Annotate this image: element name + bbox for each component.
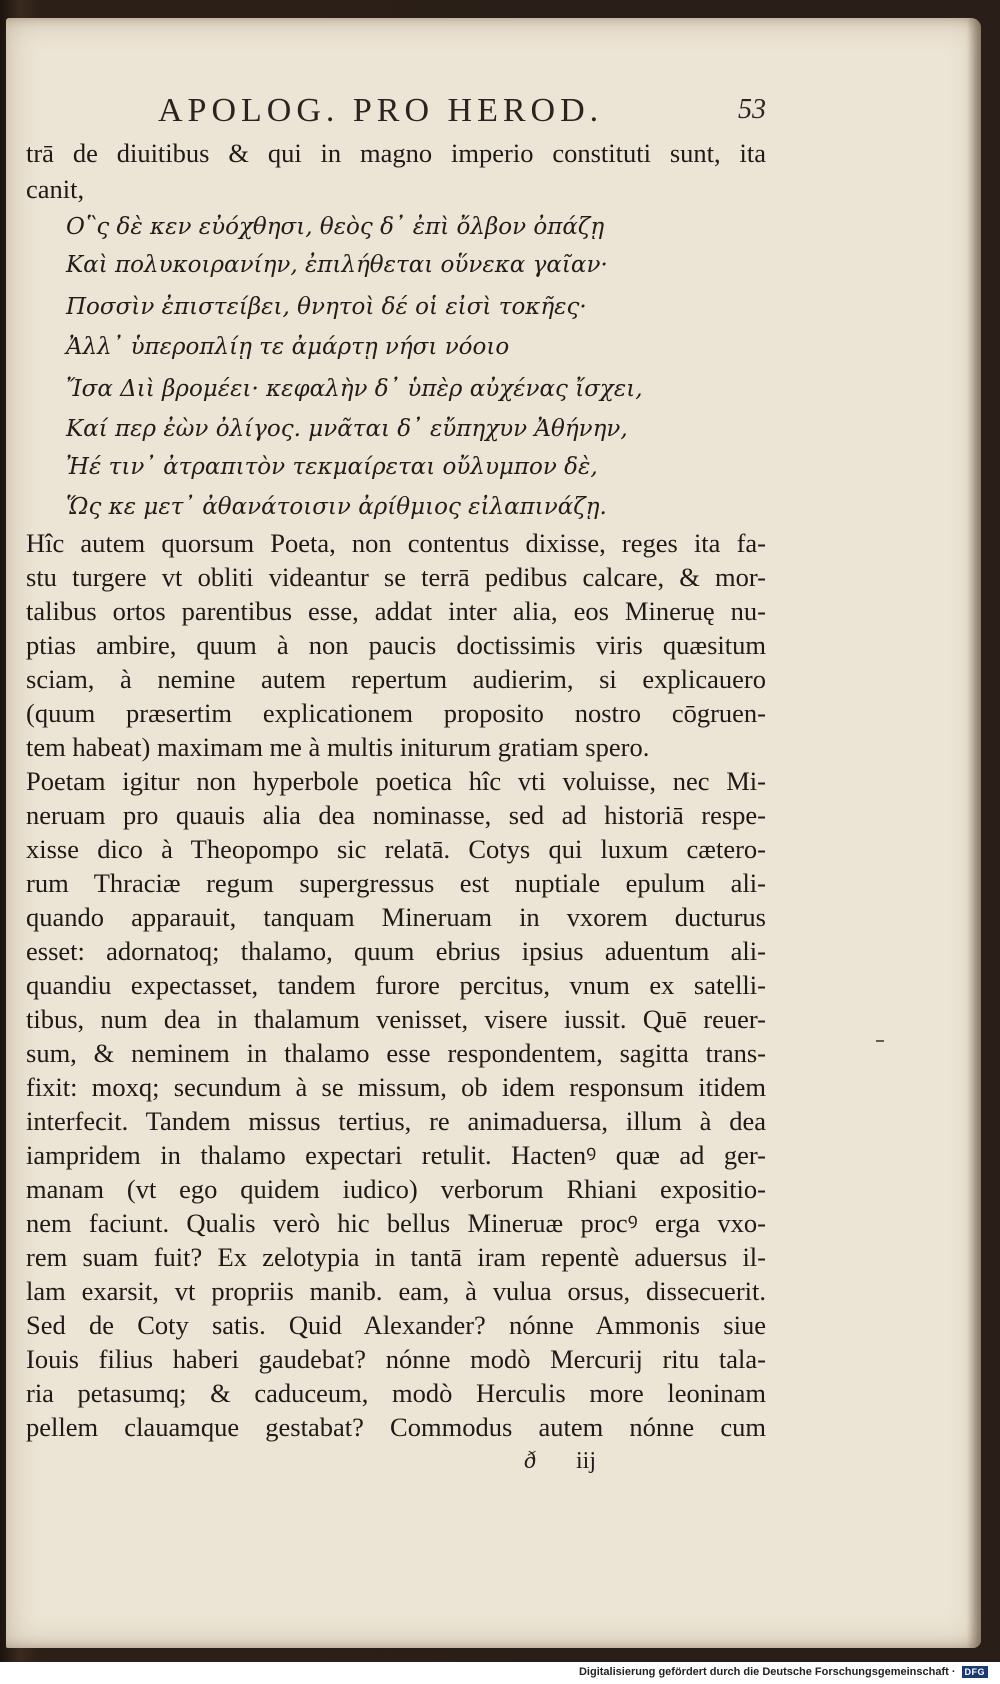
verse-line: Ἴσα Διὶ βρομέει· κεφαλὴν δ᾽ ὑπὲρ αὐχένας ἴσχει, <box>66 376 643 402</box>
text-line: ptias ambire, quum à non paucis doctissimis viris quæsitum <box>26 630 766 660</box>
text-line: lam exarsit, vt propriis manib. eam, à vulua orsus, dissecuerit. <box>26 1276 766 1306</box>
text-line: quando apparauit, tanquam Mineruam in vxorem ducturus <box>26 902 766 932</box>
text-line: Sed de Coty satis. Quid Alexander? nónne Ammonis siue <box>26 1310 766 1340</box>
text-line: sum, & neminem in thalamo esse respondentem, sagitta trans- <box>26 1038 766 1068</box>
text-line: xisse dico à Theopompo sic relatā. Cotys qui luxum cætero- <box>26 834 766 864</box>
verse-line: Ο῝ς δὲ κεν εὐόχθησι, θεὸς δ᾽ ἐπὶ ὄλβον ὀπάζῃ <box>66 214 605 240</box>
text-line: sciam, à nemine autem repertum audierim, si explicauero <box>26 664 766 694</box>
text-line: stu turgere vt obliti videantur se terrā pedibus calcare, & mor- <box>26 562 766 592</box>
signature-letter: ð <box>524 1448 536 1474</box>
verse-line: Καὶ πολυκοιρανίην, ἐπιλήθεται οὕνεκα γαῖαν· <box>66 252 608 278</box>
text-line: manam (vt ego quidem iudico) verborum Rhiani expositio- <box>26 1174 766 1204</box>
text-line: Hîc autem quorsum Poeta, non contentus dixisse, reges ita fa- <box>26 528 766 558</box>
text-line: (quum præsertim explicationem proposito nostro cōgruen- <box>26 698 766 728</box>
text-line: Iouis filius haberi gaudebat? nónne modò Mercurij ritu tala- <box>26 1344 766 1374</box>
folio-number: 53 <box>738 94 766 125</box>
credit-text: Digitalisierung gefördert durch die Deutsche Forschungsgemeinschaft · <box>578 1666 956 1678</box>
verse-line: Ἀλλ᾽ ὑπεροπλίῃ τε ἀμάρτῃ νήσι νόοιο <box>66 334 510 360</box>
verse-line: Ὥς κε μετ᾽ ἀθανάτοισιν ἀρίθμιος εἰλαπινάζῃ. <box>66 494 607 520</box>
verse-line: Καί περ ἐὼν ὀλίγος. μνᾶται δ᾽ εὔπηχυν Ἀθήνην, <box>66 416 628 442</box>
dfg-logo: DFG <box>962 1666 989 1678</box>
text-line: neruam pro quauis alia dea nominasse, sed ad historiā respe- <box>26 800 766 830</box>
text-line: trā de diuitibus & qui in magno imperio constituti sunt, ita <box>26 138 766 168</box>
margin-mark <box>876 1040 884 1042</box>
signature-number: iij <box>576 1448 597 1474</box>
running-head: APOLOG. PRO HEROD. <box>158 92 604 129</box>
signature-mark <box>524 1448 596 1475</box>
text-line: tibus, num dea in thalamum venisset, visere iussit. Quē reuer- <box>26 1004 766 1034</box>
text-line: rem suam fuit? Ex zelotypia in tantā iram repentè aduersus il- <box>26 1242 766 1272</box>
text-line: nem faciunt. Qualis verò hic bellus Mineruæ procꝰ erga vxo- <box>26 1208 766 1238</box>
verse-line: Ποσσὶν ἐπιστείβει, θνητοὶ δέ οἱ εἰσὶ τοκῆες· <box>66 294 587 320</box>
verse-line: Ἠέ τιν᾽ ἀτραπιτὸν τεκμαίρεται οὔλυμπον δὲ, <box>66 454 598 480</box>
text-line: Poetam igitur non hyperbole poetica hîc vti voluisse, nec Mi- <box>26 766 766 796</box>
text-line: talibus ortos parentibus esse, addat inter alia, eos Mineruę nu- <box>26 596 766 626</box>
text-line: pellem clauamque gestabat? Commodus autem nónne cum <box>26 1412 766 1442</box>
text-line: interfecit. Tandem missus tertius, re animaduersa, illum à dea <box>26 1106 766 1136</box>
text-line: quandiu expectasset, tandem furore percitus, vnum ex satelli- <box>26 970 766 1000</box>
text-line: tem habeat) maximam me à multis initurum gratiam spero. <box>26 732 650 762</box>
text-line: fixit: moxq; secundum à se missum, ob idem responsum itidem <box>26 1072 766 1102</box>
digitization-credit <box>573 1664 992 1680</box>
text-line: esset: adornatoq; thalamo, quum ebrius ipsius aduentum ali- <box>26 936 766 966</box>
text-line: iampridem in thalamo expectari retulit. Hactenꝰ quæ ad ger- <box>26 1140 766 1170</box>
text-line: rum Thraciæ regum supergressus est nuptiale epulum ali- <box>26 868 766 898</box>
text-line: canit, <box>26 174 85 204</box>
text-line: ria petasumq; & caduceum, modò Herculis more leoninam <box>26 1378 766 1408</box>
